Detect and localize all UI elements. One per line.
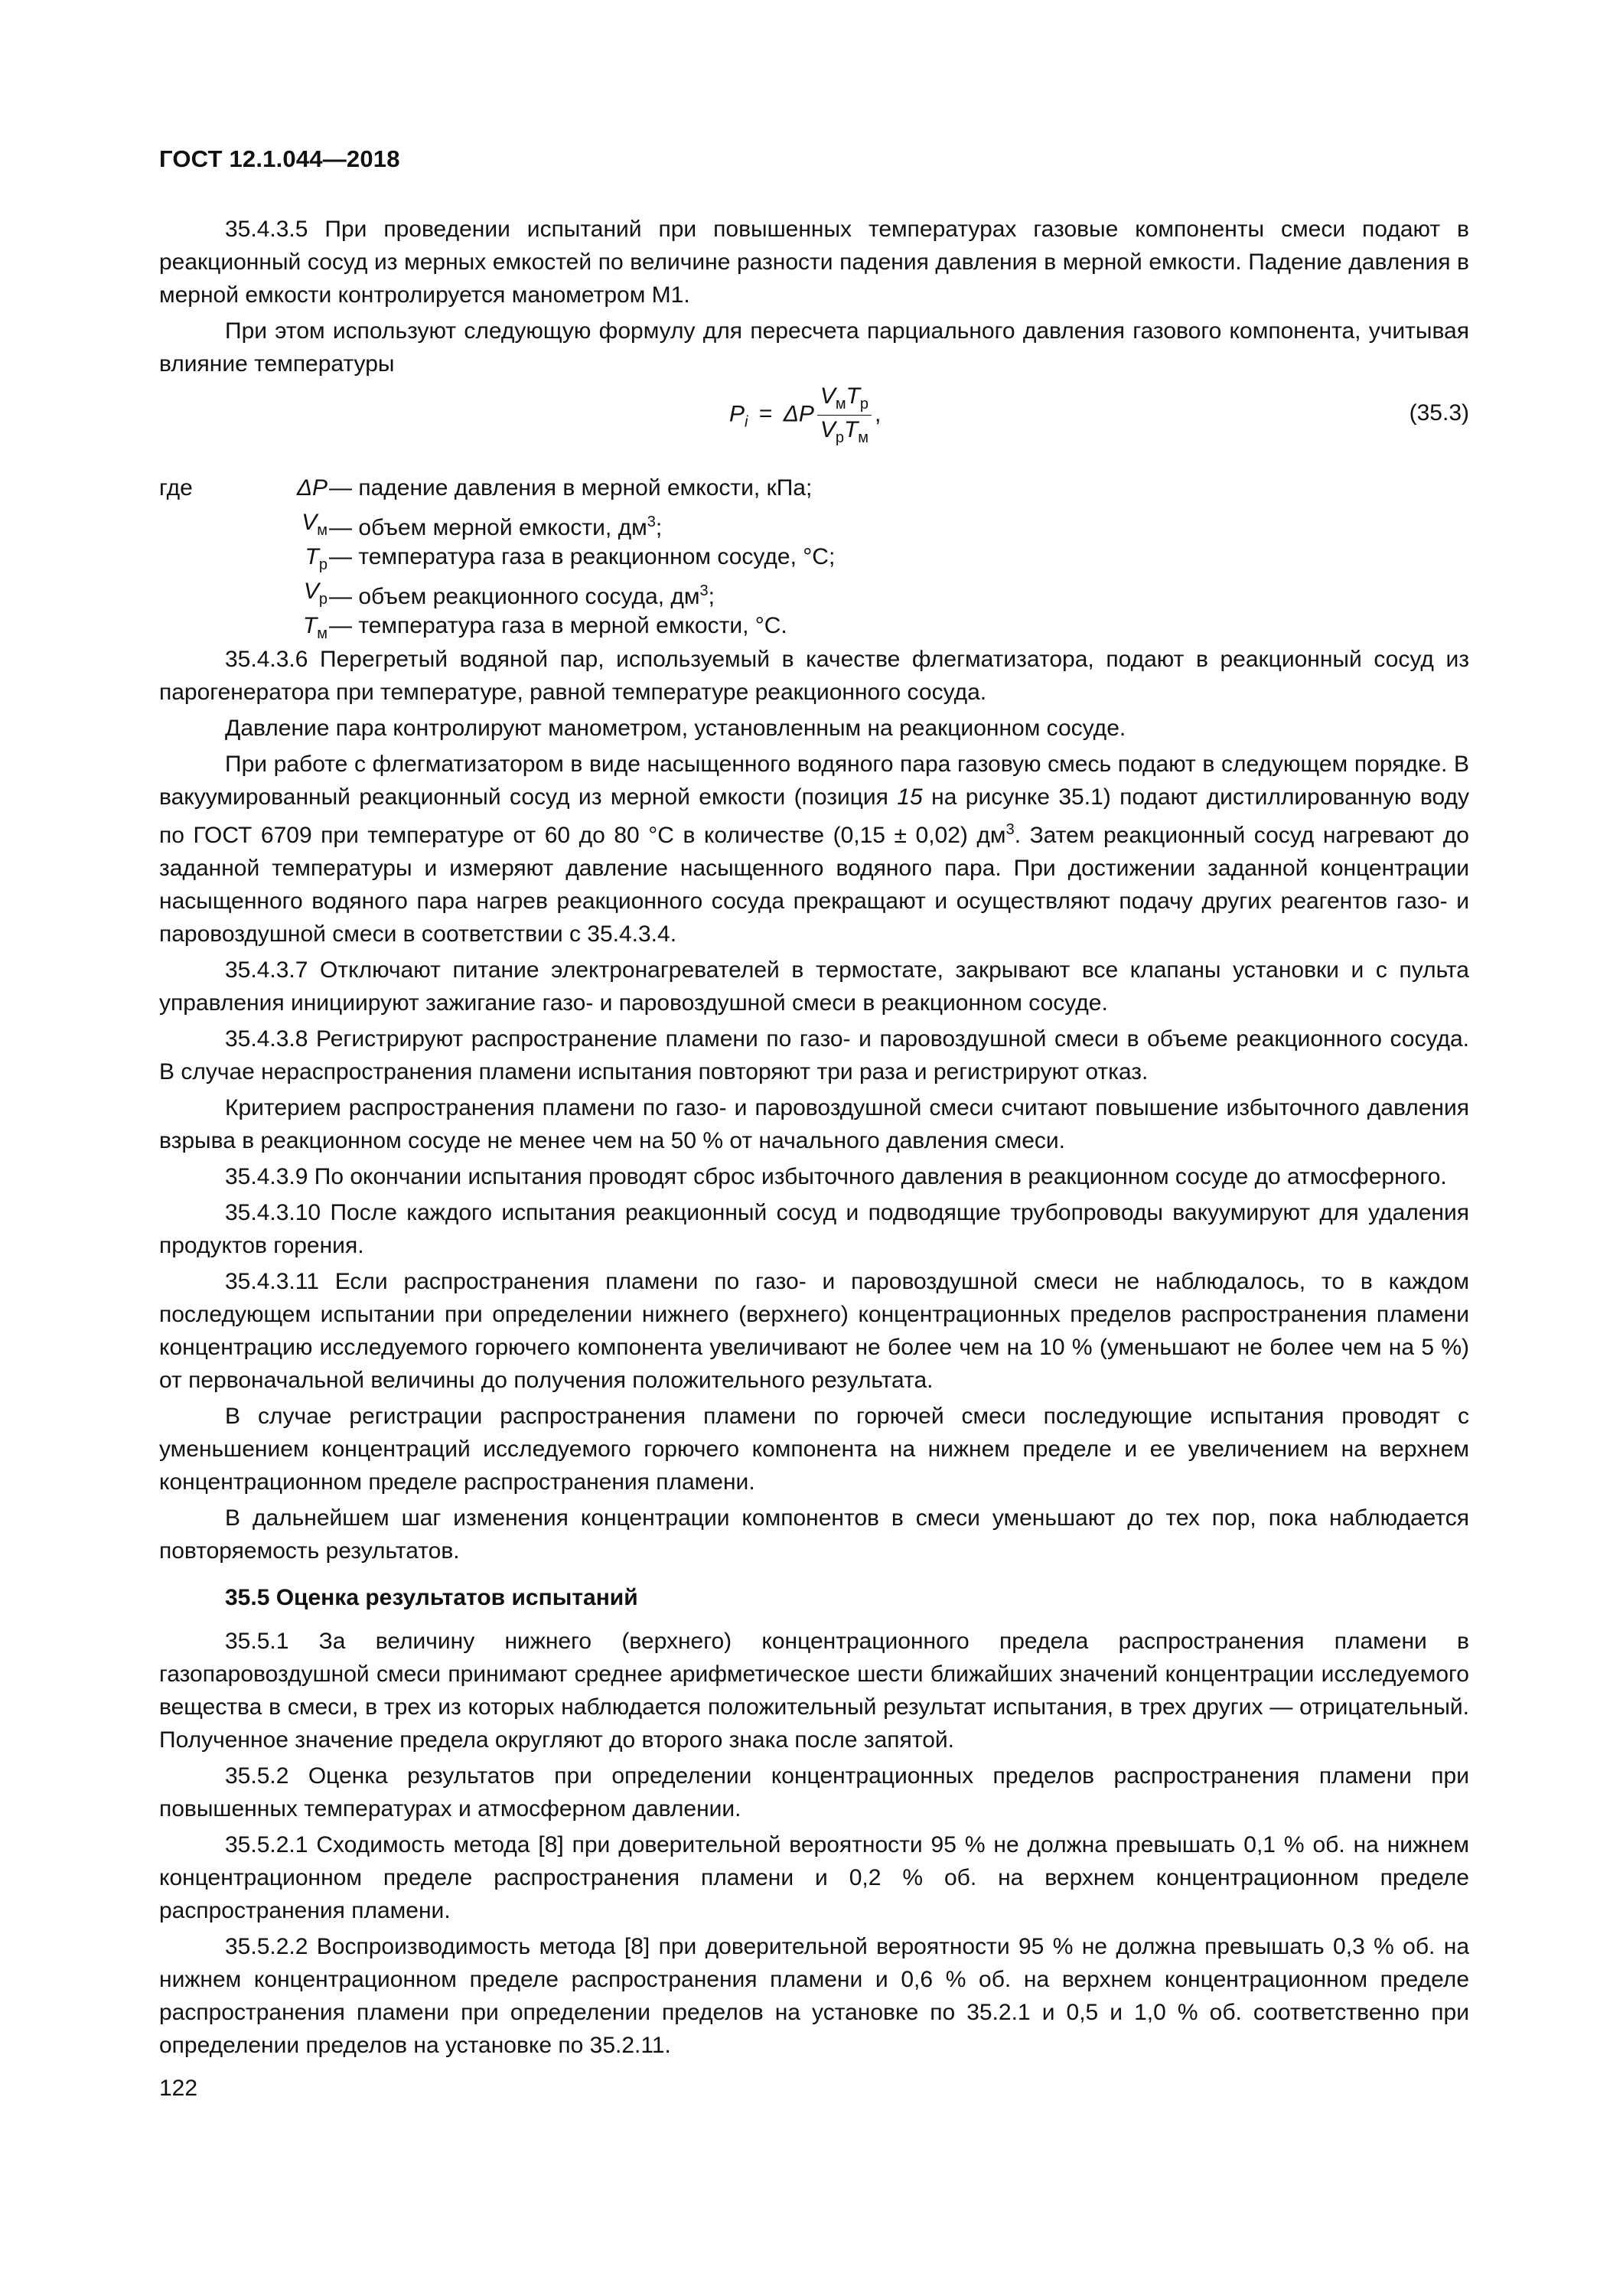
paragraph-35-4-3-8: 35.4.3.8 Регистрируют распространение пламени по газо- и паровоздушной смеси в объеме реакционного сосуда. В случае нераспространения пламени испытания повторяют три раза и регистрируют отказ. (159, 1026, 1469, 1084)
paragraph-35-4-3-9: 35.4.3.9 По окончании испытания проводят сброс избыточного давления в реакционном сосуде до атмосферного. (225, 1164, 1447, 1189)
paragraph-35-5-2: 35.5.2 Оценка результатов при определении концентрационных пределов распространения пламени при повышенных температурах и атмосферном давлении. (159, 1763, 1469, 1821)
where-item: $V_р$ — объем реакционного сосуда, $дм^3$; (303, 579, 715, 609)
paragraph-35-4-3-6: 35.4.3.6 Перегретый водяной пар, используемый в качестве флегматизатора, подают в реакционный сосуд из парогенератора при температуре, равной температуре реакционного сосуда. (159, 647, 1469, 705)
formula-fraction (817, 383, 872, 447)
paragraph-35-4-3-7: 35.4.3.7 Отключают питание электронагревателей в термостате, закрывают все клапаны установки и с пульта управления инициируют зажигание газо- и паровоздушной смеси в реакционном сосуде. (159, 957, 1469, 1016)
paragraph-pressure-control: Давление пара контролируют манометром, установленным на реакционном сосуде. (225, 716, 1126, 741)
paragraph-35-5-1: 35.5.1 За величину нижнего (верхнего) концентрационного предела распространения пламени в газопаровоздушной смеси принимают среднее арифметическое шести ближайших значений концентрации исследуемого вещества в смеси, в трех из которых наблюдается положительный результат испытания, в трех других — отрицательный. Полученное значение предела округляют до второго знака после запятой. (159, 1629, 1469, 1753)
where-item: где ΔP — падение давления в мерной емкости, кПа; (159, 475, 813, 501)
paragraph-formula-intro: При этом используют следующую формулу для пересчета парциального давления газового компонента, учитывая влияние температуры (159, 318, 1469, 377)
document-header: ГОСТ 12.1.044—2018 (159, 145, 400, 172)
section-title-35-5: 35.5 Оценка результатов испытаний (225, 1585, 638, 1610)
paragraph-vacuum-procedure: При работе с флегматизатором в виде насыщенного водяного пара газовую смесь подают в следующем порядке. В вакуумированный реакционный сосуд из мерной емкости (позиция 15 на рисунке 35.1) подают дистиллированную воду по ГОСТ 6709 при температуре от 60 до 80 °С в количестве (0,15 ± 0,02) $дм^3$. Затем реакционный сосуд нагревают до заданной температуры и измеряют давление насыщенного водяного пара. При достижении заданной концентрации насыщенного водяного пара нагрев реакционного сосуда прекращают и осуществляют подачу других реагентов газо- и паровоздушной смеси в соответствии с 35.4.3.4. (159, 752, 1469, 947)
paragraph-criterion: Критерием распространения пламени по газо- и паровоздушной смеси считают повышение избыточного давления взрыва в реакционном сосуде не менее чем на 50 % от начального давления смеси. (159, 1095, 1469, 1153)
formula-number: (35.3) (1409, 400, 1469, 426)
paragraph-step-reduction: В дальнейшем шаг изменения концентрации компонентов в смеси уменьшают до тех пор, пока наблюдается повторяемость результатов. (159, 1505, 1469, 1564)
formula-expression: $P_i = \Delta P$ $\frac{V_мT_р}{V_рT_м}$ , (729, 383, 882, 446)
paragraph-35-4-3-5: 35.4.3.5 При проведении испытаний при повышенных температурах газовые компоненты смеси подают в реакционный сосуд из мерных емкостей по величине разности падения давления в мерной емкости. Падение давления в мерной емкости контролируется манометром М1. (159, 217, 1469, 308)
paragraph-35-4-3-10: 35.4.3.10 После каждого испытания реакционный сосуд и подводящие трубопроводы вакуумируют для удаления продуктов горения. (159, 1200, 1469, 1258)
page-number: 122 (159, 2076, 198, 2101)
formula-numerator: $V_мT_р$ (817, 383, 872, 416)
formula-denominator: $V_рT_м$ (820, 417, 869, 446)
where-item: $T_р$ — температура газа в реакционном сосуде, °С; (305, 544, 836, 573)
paragraph-35-4-3-11: 35.4.3.11 Если распространения пламени по газо- и паровоздушной смеси не наблюдалось, то в каждом последующем испытании при определении нижнего (верхнего) концентрационных пределов распространения пламени концентрацию исследуемого горючего компонента увеличивают не более чем на 10 % (уменьшают не более чем на 5 %) от первоначальной величины до получения положительного результата. (159, 1269, 1469, 1393)
where-item: $V_м$ — объем мерной емкости, $дм^3$; (301, 510, 663, 540)
where-list (159, 471, 1469, 643)
where-item: $T_м$ — температура газа в мерной емкости, °С. (302, 613, 787, 642)
document-page (159, 145, 1469, 2065)
formula-35-3 (159, 383, 1469, 460)
paragraph-registration-case: В случае регистрации распространения пламени по горючей смеси последующие испытания проводят с уменьшением концентраций исследуемого горючего компонента на нижнем пределе и ее увеличением на верхнем концентрационном пределе распространения пламени. (159, 1404, 1469, 1495)
paragraph-35-5-2-2: 35.5.2.2 Воспроизводимость метода [8] при доверительной вероятности 95 % не должна превышать 0,3 % об. на нижнем концентрационном пределе распространения пламени и 0,6 % об. на верхнем концентрационном пределе распространения пламени при определении пределов на установке по 35.2.1 и 0,5 и 1,0 % об. соответственно при определении пределов на установке по 35.2.11. (159, 1934, 1469, 2058)
paragraph-35-5-2-1: 35.5.2.1 Сходимость метода [8] при доверительной вероятности 95 % не должна превышать 0,1 % об. на нижнем концентрационном пределе распространения пламени и 0,2 % об. на верхнем концентрационном пределе распространения пламени. (159, 1832, 1469, 1923)
